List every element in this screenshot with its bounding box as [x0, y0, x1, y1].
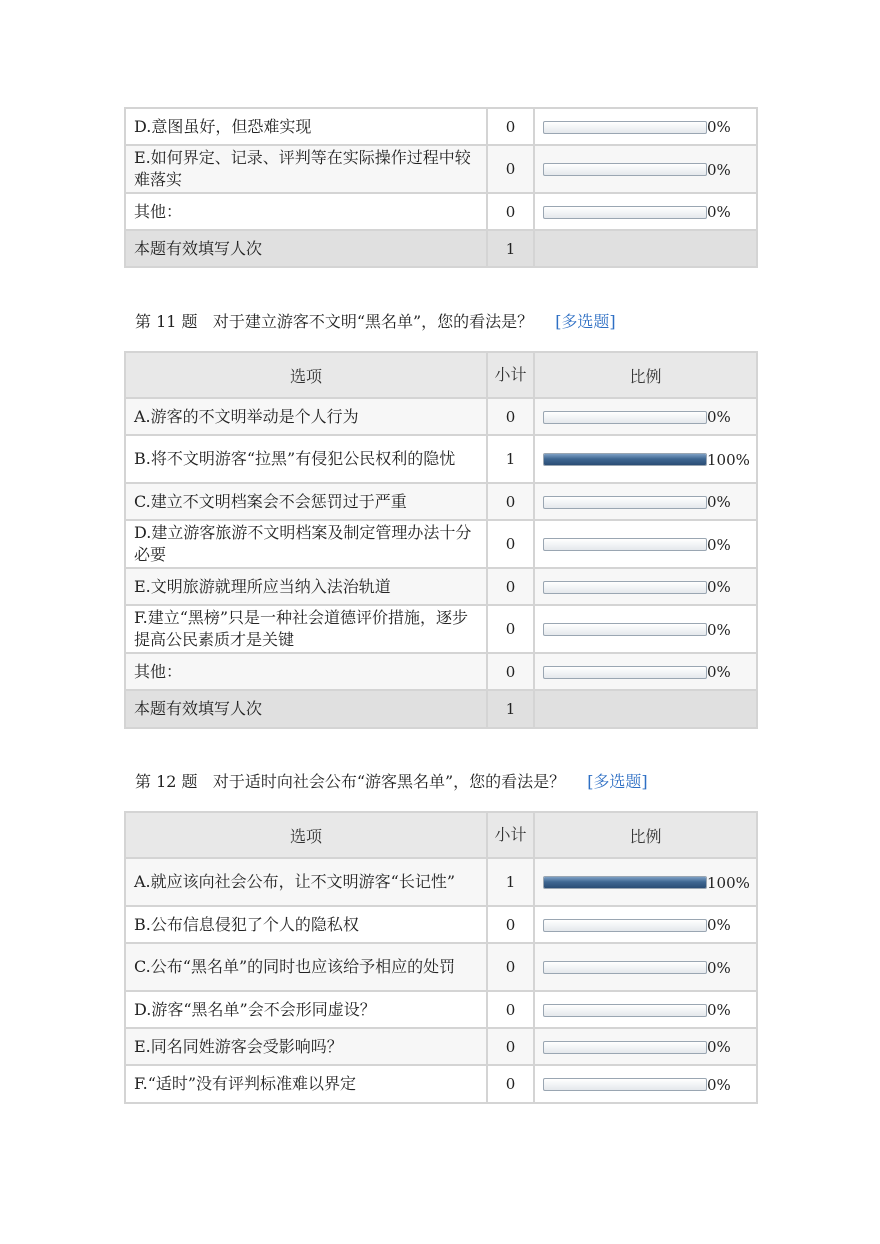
table-header-row	[125, 352, 757, 398]
progress-bar	[543, 876, 707, 889]
percent-label: 0%	[707, 1001, 731, 1020]
ratio-cell	[534, 605, 757, 653]
question-type-tag: [多选题]	[555, 312, 616, 331]
table-header-row	[125, 812, 757, 858]
option-count: 0	[487, 145, 534, 193]
table-row	[125, 145, 757, 193]
table-row	[125, 1028, 757, 1065]
header-option: 选项	[125, 812, 487, 858]
option-label: 其他：	[125, 193, 487, 230]
q10-rows	[125, 108, 757, 267]
ratio-cell	[534, 943, 757, 991]
progress-bar	[543, 1078, 707, 1091]
ratio-cell	[534, 145, 757, 193]
total-label: 本题有效填写人次	[125, 230, 487, 267]
progress-bar	[543, 666, 707, 679]
progress-bar	[543, 121, 707, 134]
ratio-cell	[534, 858, 757, 906]
progress-bar	[543, 453, 707, 466]
ratio-cell	[534, 108, 757, 145]
progress-fill	[544, 454, 706, 465]
ratio-cell	[534, 483, 757, 520]
option-label: F.建立“黑榜”只是一种社会道德评价措施，逐步提高公民素质才是关键	[125, 605, 487, 653]
header-count: 小计	[487, 352, 534, 398]
ratio-cell	[534, 906, 757, 943]
ratio-cell	[534, 1028, 757, 1065]
question-type-tag: [多选题]	[587, 772, 648, 791]
percent-label: 100%	[707, 450, 750, 469]
table-row	[125, 193, 757, 230]
percent-label: 0%	[707, 203, 731, 222]
progress-bar	[543, 961, 707, 974]
progress-bar	[543, 623, 707, 636]
table-row	[125, 653, 757, 690]
option-count: 1	[487, 858, 534, 906]
option-label: A.就应该向社会公布，让不文明游客“长记性”	[125, 858, 487, 906]
header-count: 小计	[487, 812, 534, 858]
total-empty-cell	[534, 230, 757, 267]
percent-label: 0%	[707, 578, 731, 597]
total-count: 1	[487, 690, 534, 728]
option-count: 0	[487, 108, 534, 145]
progress-bar	[543, 919, 707, 932]
option-count: 0	[487, 1065, 534, 1103]
percent-label: 0%	[707, 1038, 731, 1057]
progress-fill	[544, 877, 706, 888]
table-row	[125, 108, 757, 145]
option-label: F.“适时”没有评判标准难以界定	[125, 1065, 487, 1103]
table-row	[125, 943, 757, 991]
option-count: 1	[487, 435, 534, 483]
progress-bar	[543, 206, 707, 219]
table-row	[125, 906, 757, 943]
table-row	[125, 1065, 757, 1103]
option-label: E.文明旅游就理所应当纳入法治轨道	[125, 568, 487, 605]
option-count: 0	[487, 906, 534, 943]
option-count: 0	[487, 605, 534, 653]
percent-label: 0%	[707, 408, 731, 427]
table-row	[125, 605, 757, 653]
percent-label: 0%	[707, 1075, 731, 1094]
question-text: 对于建立游客不文明“黑名单”，您的看法是？	[212, 312, 534, 331]
table-row	[125, 568, 757, 605]
progress-bar	[543, 1004, 707, 1017]
header-option: 选项	[125, 352, 487, 398]
ratio-cell	[534, 193, 757, 230]
progress-bar	[543, 1041, 707, 1054]
table-row	[125, 520, 757, 568]
option-count: 0	[487, 483, 534, 520]
table-row	[125, 858, 757, 906]
percent-label: 100%	[707, 873, 750, 892]
option-label: C.公布“黑名单”的同时也应该给予相应的处罚	[125, 943, 487, 991]
option-label: B.公布信息侵犯了个人的隐私权	[125, 906, 487, 943]
question-text: 对于适时向社会公布“游客黑名单”，您的看法是？	[212, 772, 566, 791]
percent-label: 0%	[707, 118, 731, 137]
header-ratio: 比例	[534, 812, 757, 858]
ratio-cell	[534, 435, 757, 483]
option-label: E.如何界定、记录、评判等在实际操作过程中较难落实	[125, 145, 487, 193]
q12-result-table	[124, 811, 758, 1104]
option-count: 0	[487, 653, 534, 690]
ratio-cell	[534, 991, 757, 1028]
option-count: 0	[487, 193, 534, 230]
table-row	[125, 991, 757, 1028]
ratio-cell	[534, 1065, 757, 1103]
total-row	[125, 690, 757, 728]
ratio-cell	[534, 520, 757, 568]
progress-bar	[543, 411, 707, 424]
option-count: 0	[487, 520, 534, 568]
progress-bar	[543, 538, 707, 551]
option-label: C.建立不文明档案会不会惩罚过于严重	[125, 483, 487, 520]
percent-label: 0%	[707, 160, 731, 179]
percent-label: 0%	[707, 620, 731, 639]
total-row	[125, 230, 757, 267]
ratio-cell	[534, 568, 757, 605]
progress-bar	[543, 581, 707, 594]
option-label: D.游客“黑名单”会不会形同虚设？	[125, 991, 487, 1028]
option-label: D.意图虽好，但恐难实现	[125, 108, 487, 145]
percent-label: 0%	[707, 493, 731, 512]
q11-title	[135, 309, 616, 332]
total-empty-cell	[534, 690, 757, 728]
option-label: 其他：	[125, 653, 487, 690]
question-number: 第 11 题	[135, 312, 198, 331]
option-count: 0	[487, 1028, 534, 1065]
header-ratio: 比例	[534, 352, 757, 398]
option-label: E.同名同姓游客会受影响吗？	[125, 1028, 487, 1065]
table-row	[125, 483, 757, 520]
q11-result-table	[124, 351, 758, 729]
percent-label: 0%	[707, 958, 731, 977]
progress-bar	[543, 496, 707, 509]
option-label: A.游客的不文明举动是个人行为	[125, 398, 487, 435]
option-label: B.将不文明游客“拉黑”有侵犯公民权利的隐忧	[125, 435, 487, 483]
total-count: 1	[487, 230, 534, 267]
option-count: 0	[487, 991, 534, 1028]
ratio-cell	[534, 653, 757, 690]
table-row	[125, 435, 757, 483]
table-row	[125, 398, 757, 435]
option-count: 0	[487, 568, 534, 605]
q12-title	[135, 769, 648, 792]
option-count: 0	[487, 943, 534, 991]
percent-label: 0%	[707, 916, 731, 935]
ratio-cell	[534, 398, 757, 435]
option-label: D.建立游客旅游不文明档案及制定管理办法十分必要	[125, 520, 487, 568]
progress-bar	[543, 163, 707, 176]
percent-label: 0%	[707, 535, 731, 554]
option-count: 0	[487, 398, 534, 435]
total-label: 本题有效填写人次	[125, 690, 487, 728]
percent-label: 0%	[707, 663, 731, 682]
q10-result-table	[124, 107, 758, 268]
question-number: 第 12 题	[135, 772, 198, 791]
